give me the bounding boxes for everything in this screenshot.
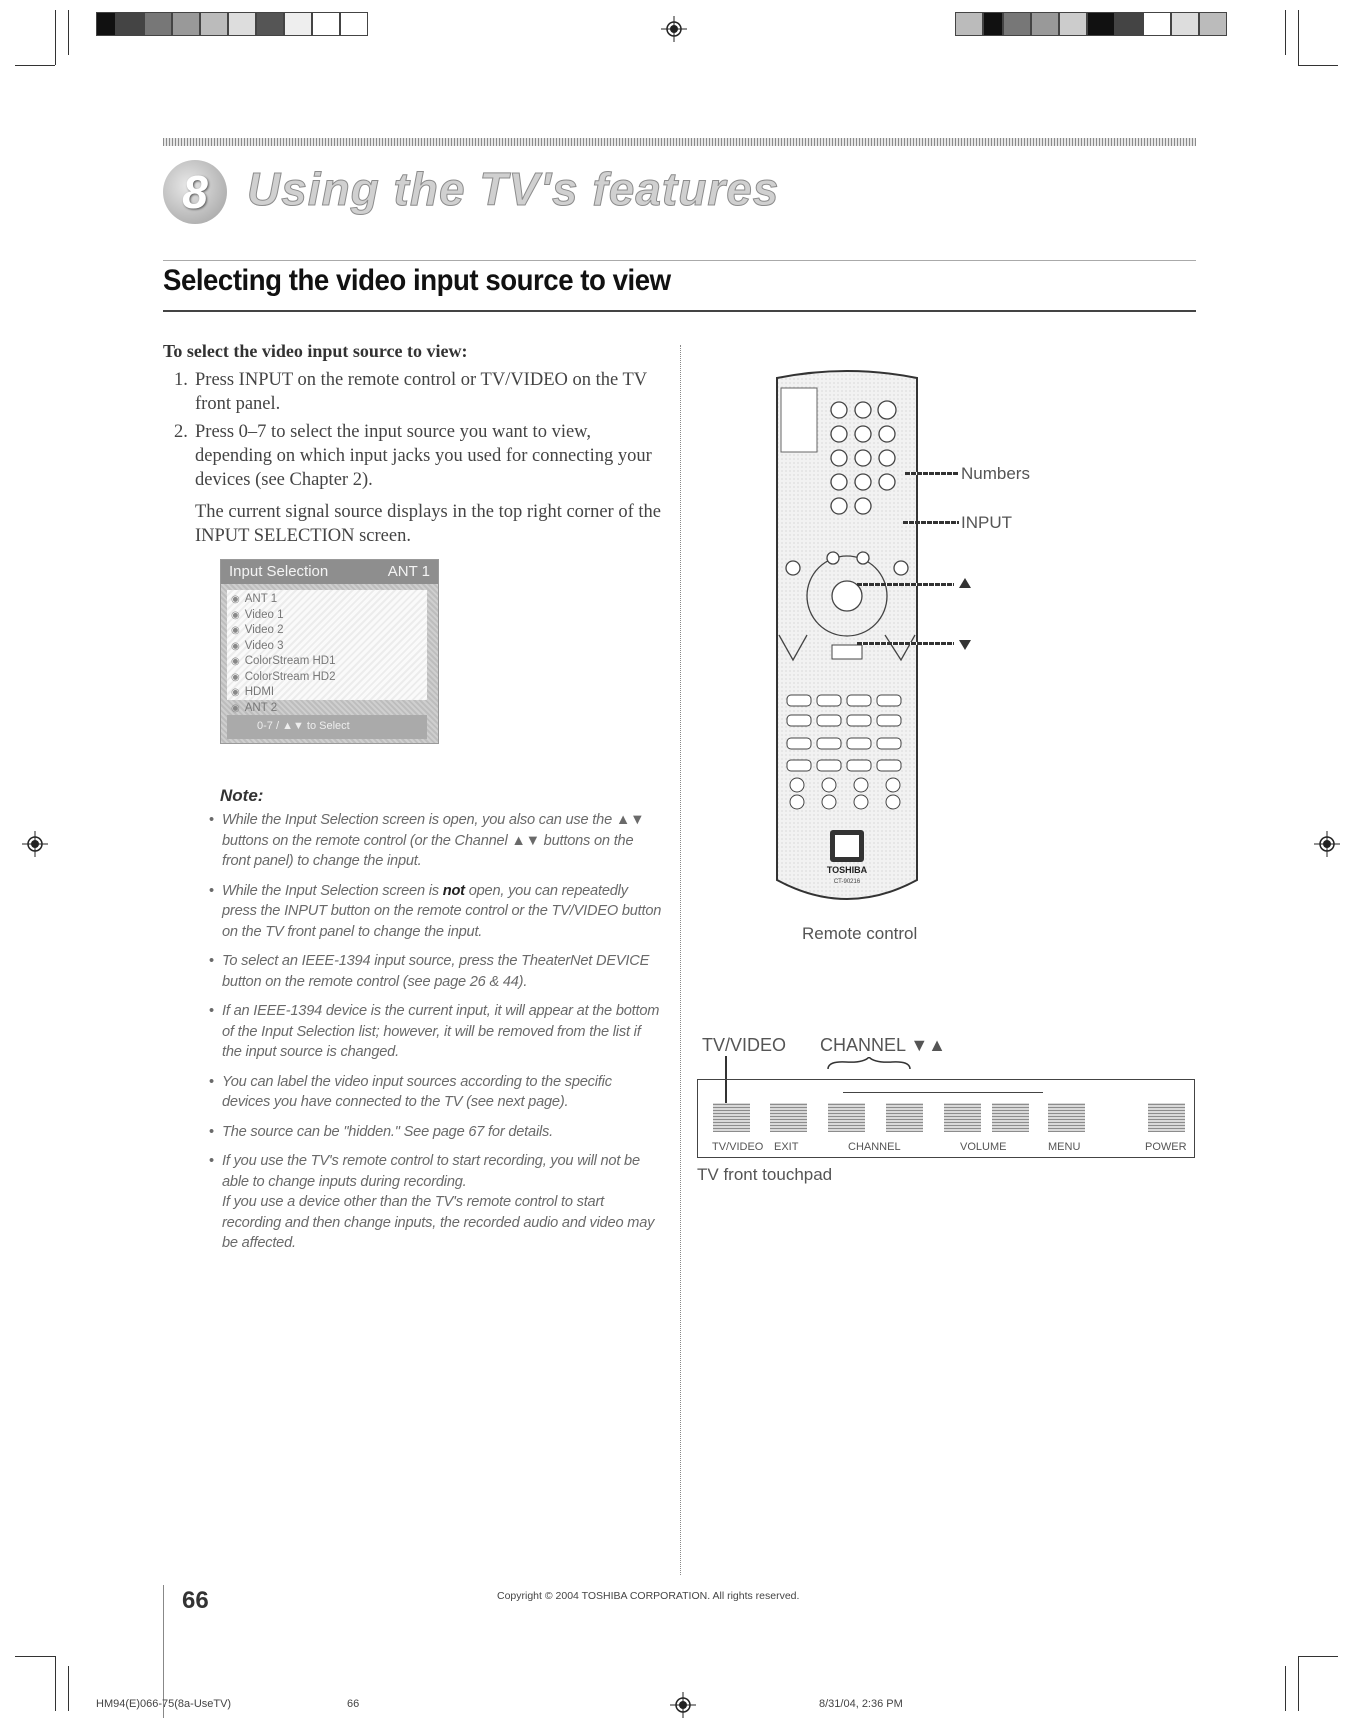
input-selection-title: Input Selection — [229, 563, 329, 580]
remote-caption: Remote control — [802, 924, 918, 943]
column-divider — [680, 345, 681, 1575]
touchpad-label: CHANNEL — [848, 1141, 901, 1153]
input-source-item: ◉ Video 2 — [231, 623, 335, 639]
touchpad-panel — [697, 1079, 1195, 1158]
input-source-item: ◉ Video 1 — [231, 608, 335, 624]
input-selection-screenshot — [220, 559, 439, 744]
input-source-item: ◉ HDMI — [231, 685, 335, 701]
page-number: 66 — [182, 1587, 209, 1614]
input-selection-footer: 0-7 / ▲▼ to Select — [227, 715, 427, 739]
crop-mark — [68, 1666, 69, 1711]
crop-mark — [1298, 65, 1338, 66]
input-source-item: ◉ ColorStream HD2 — [231, 670, 335, 686]
touchpad-button-volume-up — [992, 1103, 1029, 1132]
step-item: 2. Press 0–7 to select the input source you want to view, depending on which input jacks you used for connecting your devices (see Chapter 2). The current signal source displays in the top right corner of the INPUT SELECTION screen. — [174, 420, 666, 548]
input-source-item: ◉ ANT 1 — [231, 592, 335, 608]
input-source-item: ◉ ColorStream HD1 — [231, 654, 335, 670]
touchpad-label: VOLUME — [960, 1141, 1007, 1153]
step-item: 1. Press INPUT on the remote control or TV/VIDEO on the TV front panel. — [174, 370, 647, 414]
registration-bar-left — [96, 12, 368, 36]
input-selection-list — [231, 592, 335, 716]
input-callout-line — [903, 521, 959, 524]
touchpad-button-channel-down — [828, 1103, 865, 1132]
crop-mark — [1298, 1656, 1338, 1657]
step-followup: The current signal source displays in the top right corner of the INPUT SELECTION screen. — [195, 502, 661, 546]
instructions-lead: To select the video input source to view: — [163, 341, 468, 361]
up-arrow-icon — [959, 578, 971, 588]
header-hatch-bar — [163, 138, 1196, 146]
crop-mark — [1298, 10, 1299, 65]
input-selection-current: ANT 1 — [387, 563, 430, 580]
down-callout-line — [857, 642, 954, 645]
crop-mark — [15, 1656, 55, 1657]
print-slug-datetime: 8/31/04, 2:36 PM — [819, 1698, 903, 1710]
input-source-item: ◉ ANT 2 — [231, 701, 335, 717]
section-rule-top — [163, 260, 1196, 261]
touchpad-button-tvvideo — [713, 1103, 750, 1132]
input-selection-header — [221, 560, 438, 584]
chapter-title: Using the TV's features — [247, 163, 780, 215]
crop-mark — [1285, 1666, 1286, 1711]
touchpad-caption: TV front touchpad — [697, 1165, 833, 1184]
crop-mark — [1285, 10, 1286, 55]
instructions-steps — [174, 368, 666, 548]
note-item: • If you use the TV's remote control to start recording, you will not be able to change inputs during recording. If you use a device other than the TV's remote control to start recording and then change inputs, the recorded audio and video may be affected. — [210, 1151, 662, 1254]
section-rule-bottom — [163, 310, 1196, 312]
section-title: Selecting the video input source to view — [163, 264, 671, 297]
remote-control-illustration — [773, 370, 921, 910]
crop-mark — [1298, 1656, 1299, 1711]
note-list — [210, 810, 662, 1263]
registration-bar-right — [955, 12, 1227, 36]
registration-target-icon — [1314, 831, 1340, 857]
remote-brand: TOSHIBA — [826, 865, 868, 875]
registration-target-icon — [22, 831, 48, 857]
note-item: • While the Input Selection screen is open, you also can use the ▲▼ buttons on the remote control (or the Channel ▲▼ buttons on the front panel) to change the input. — [210, 810, 662, 872]
input-callout-label: INPUT — [961, 513, 1012, 532]
touchpad-label: POWER — [1145, 1141, 1187, 1153]
up-callout-line — [857, 583, 954, 586]
crop-mark — [55, 10, 56, 65]
copyright: Copyright © 2004 TOSHIBA CORPORATION. All rights reserved. — [497, 1590, 800, 1602]
touchpad-button-volume-down — [944, 1103, 981, 1132]
touchpad-channel-label: CHANNEL ▼▲ — [820, 1035, 946, 1055]
touchpad-tvvideo-label: TV/VIDEO — [702, 1035, 787, 1055]
numbers-callout-label: Numbers — [961, 464, 1030, 483]
touchpad-label: EXIT — [774, 1141, 799, 1153]
note-item: • If an IEEE-1394 device is the current input, it will appear at the bottom of the Input Selection list; however, it will be removed from the list if the input source is changed. — [210, 1001, 662, 1063]
numbers-callout-line — [905, 472, 959, 475]
print-slug-page: 66 — [347, 1698, 360, 1710]
input-source-item: ◉ Video 3 — [231, 639, 335, 655]
note-heading: Note: — [220, 786, 264, 805]
registration-target-icon — [661, 16, 687, 42]
touchpad-indicator-line — [843, 1092, 1043, 1093]
crop-mark — [68, 10, 69, 55]
print-slug: HM94(E)066-75(8a-UseTV) — [96, 1698, 232, 1710]
crop-mark — [55, 1656, 56, 1711]
chapter-number-badge: 8 — [163, 160, 227, 224]
note-item: • To select an IEEE-1394 input source, press the TheaterNet DEVICE button on the remote control (see page 26 & 44). — [210, 951, 662, 992]
touchpad-label: MENU — [1048, 1141, 1081, 1153]
touchpad-button-exit — [770, 1103, 807, 1132]
touchpad-button-power — [1148, 1103, 1185, 1132]
crop-mark — [15, 65, 55, 66]
channel-brace-icon — [826, 1057, 912, 1071]
note-item: • While the Input Selection screen is not open, you can repeatedly press the INPUT button on the remote control or the TV/VIDEO button on the TV front panel to change the input. — [210, 881, 662, 943]
down-arrow-icon — [959, 640, 971, 650]
touchpad-button-channel-up — [886, 1103, 923, 1132]
note-item: • You can label the video input sources according to the specific devices you have connected to the TV (see next page). — [210, 1072, 662, 1113]
touchpad-button-menu — [1048, 1103, 1085, 1132]
registration-target-icon — [670, 1692, 696, 1718]
remote-model: CT-90216 — [833, 879, 861, 885]
note-item: • The source can be "hidden." See page 67 for details. — [210, 1122, 662, 1143]
touchpad-label: TV/VIDEO — [712, 1141, 764, 1153]
